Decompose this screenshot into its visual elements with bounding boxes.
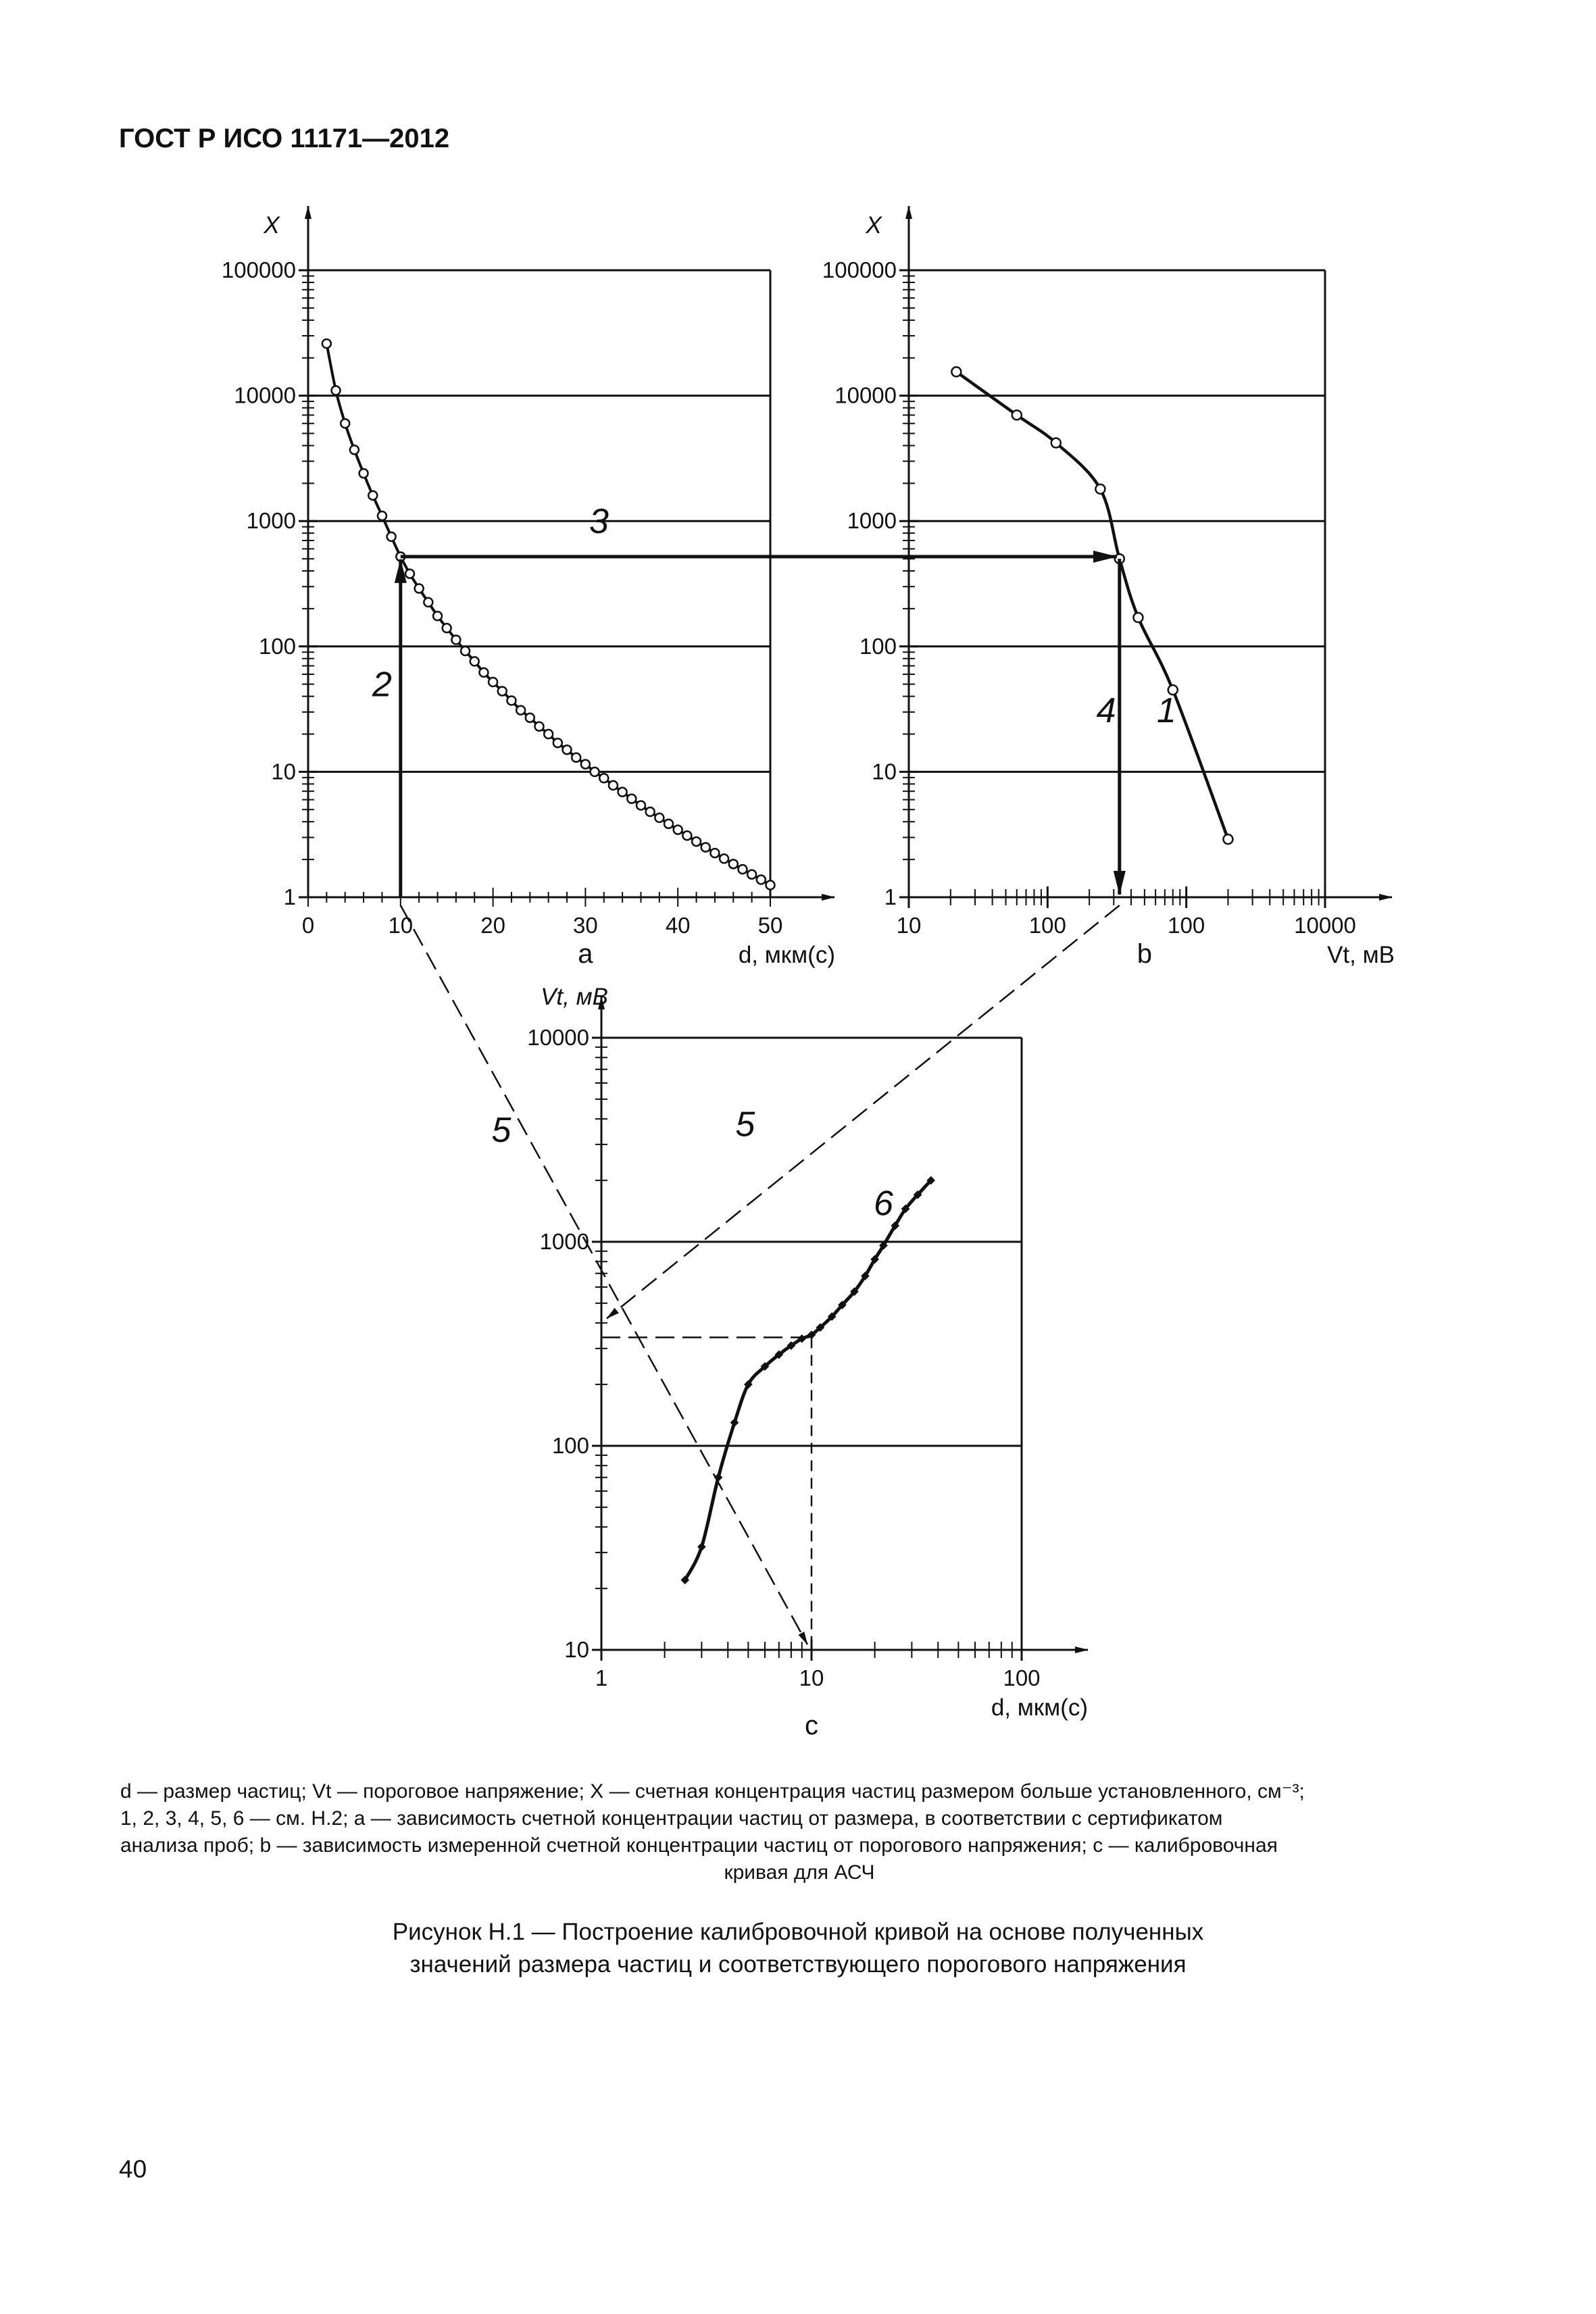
document-header: ГОСТ Р ИСО 11171—2012 [119, 124, 450, 153]
data-point [710, 849, 719, 857]
y-tick-label: 1000 [847, 508, 897, 534]
y-tick-label: 1 [283, 884, 296, 909]
data-point [1012, 410, 1022, 420]
y-tick-label: 10 [872, 759, 897, 784]
data-point [424, 598, 432, 607]
data-point [507, 696, 516, 705]
data-point [479, 668, 488, 677]
data-point [766, 881, 775, 890]
data-point [516, 706, 525, 715]
x-axis-title: d, мкм(с) [991, 1694, 1088, 1721]
data-point [618, 788, 627, 797]
data-point [720, 854, 728, 863]
data-point [378, 511, 386, 520]
annotation-5-left: 5 [491, 1111, 512, 1150]
data-point [674, 826, 682, 834]
figure-legend [120, 1778, 1478, 1886]
data-point [701, 843, 710, 852]
data-point [563, 745, 572, 754]
x-tick-label: 100 [1028, 913, 1066, 938]
x-tick-label: 50 [757, 913, 783, 938]
data-point [350, 445, 359, 454]
chart-a [222, 206, 835, 969]
data-point [646, 807, 655, 816]
data-point [332, 386, 341, 395]
x-axis-title: d, мкм(с) [738, 942, 835, 968]
data-point [498, 686, 507, 695]
annotation-6: 6 [874, 1184, 893, 1224]
y-tick-label: 100 [551, 1433, 589, 1458]
y-tick-label: 10000 [234, 382, 296, 408]
y-tick-label: 10 [271, 759, 296, 784]
data-point [535, 722, 544, 731]
data-point [544, 730, 553, 738]
y-tick-label: 1000 [539, 1229, 589, 1254]
data-point [591, 768, 599, 776]
data-point [489, 678, 497, 686]
x-tick-label: 0 [301, 913, 315, 938]
x-axis-title: Vt, мВ [1327, 942, 1395, 968]
data-point [655, 813, 664, 822]
data-point [1095, 484, 1105, 494]
legend-line-3: анализа проб; b — зависимость измеренной счетной концентрации частиц от порогового напряжения; c — калибровочная [120, 1834, 1278, 1857]
y-tick-label: 1000 [246, 508, 296, 534]
data-point [387, 532, 396, 541]
x-tick-label: 10 [388, 913, 414, 938]
caption-line-1: Рисунок Н.1 — Построение калибровочной кривой на основе полученных [392, 1919, 1204, 1945]
data-point [1133, 613, 1143, 622]
x-tick-label: 100 [1003, 1665, 1041, 1690]
y-tick-label: 10000 [834, 382, 897, 408]
y-tick-label: 1 [884, 884, 897, 909]
y-axis-title: Vt, мВ [541, 984, 608, 1010]
caption-line-2: значений размера частиц и соответствующего порогового напряжения [409, 1951, 1187, 1978]
annotation-2: 2 [372, 665, 392, 705]
x-tick-label: 30 [573, 913, 598, 938]
data-point [341, 419, 349, 428]
legend-line-4: кривая для АСЧ [724, 1861, 875, 1884]
dashed-connector-5-left [401, 905, 807, 1644]
data-point [553, 738, 562, 747]
data-point [405, 570, 414, 578]
data-point [757, 876, 766, 884]
dashed-connector-5-right [607, 905, 1120, 1318]
y-tick-label: 100 [258, 633, 296, 659]
legend-line-1: d — размер частиц; Vt — пороговое напряжение; X — счетная концентрация частиц размером больше установленного, см⁻³; [120, 1780, 1305, 1803]
chart-c [492, 984, 1088, 1740]
data-point [730, 1418, 739, 1427]
data-point [461, 647, 470, 655]
series-line [685, 1180, 931, 1580]
series-line [326, 344, 770, 885]
y-tick-label: 100000 [221, 257, 296, 282]
x-tick-label: 20 [480, 913, 505, 938]
annotation-1: 1 [1156, 690, 1176, 730]
panel-label-b: b [1137, 939, 1152, 969]
y-tick-label: 10000 [527, 1025, 589, 1050]
data-point [747, 870, 756, 879]
x-tick-label: 10 [896, 913, 922, 938]
data-point [682, 831, 691, 840]
x-tick-label: 10 [799, 1665, 824, 1690]
data-point [738, 865, 747, 874]
series-line [956, 372, 1228, 839]
data-point [1051, 438, 1061, 448]
data-point [443, 624, 451, 632]
figure-caption [203, 1916, 1393, 1981]
annotation-4: 4 [1096, 690, 1116, 730]
x-tick-label: 1 [595, 1665, 608, 1690]
data-point [697, 1542, 706, 1551]
y-axis-title: X [264, 212, 280, 238]
y-tick-label: 100 [859, 633, 897, 659]
data-point [951, 367, 961, 376]
page-number: 40 [119, 2155, 147, 2183]
y-tick-label: 100000 [822, 257, 897, 282]
panel-label-c: c [805, 1711, 818, 1740]
panel-label-a: a [578, 939, 593, 969]
data-point [415, 584, 424, 593]
data-point [526, 713, 534, 722]
data-point [609, 781, 618, 790]
data-point [664, 820, 673, 828]
data-point [627, 795, 636, 803]
legend-line-2: 1, 2, 3, 4, 5, 6 — см. Н.2; a — зависимость счетной концентрации частиц от размера, в соответствии с сертификатом [120, 1807, 1223, 1830]
data-point [359, 469, 368, 478]
chart-b [822, 206, 1395, 969]
data-point [1223, 834, 1232, 844]
x-tick-label: 40 [665, 913, 691, 938]
data-point [322, 339, 331, 348]
data-point [599, 774, 608, 782]
data-point [692, 837, 701, 846]
data-point [433, 611, 442, 620]
y-axis-title: X [866, 212, 882, 238]
y-tick-label: 10 [564, 1637, 589, 1662]
data-point [572, 753, 580, 762]
data-point [581, 760, 590, 769]
data-point [451, 635, 460, 644]
x-tick-label: 100 [1168, 913, 1205, 938]
data-point [637, 801, 645, 810]
x-tick-label: 10000 [1294, 913, 1356, 938]
connector-lines [401, 557, 1120, 1650]
annotation-3: 3 [589, 502, 609, 542]
annotation-5-right: 5 [735, 1105, 755, 1145]
data-point [368, 491, 377, 500]
data-point [470, 657, 479, 665]
data-point [729, 859, 738, 868]
